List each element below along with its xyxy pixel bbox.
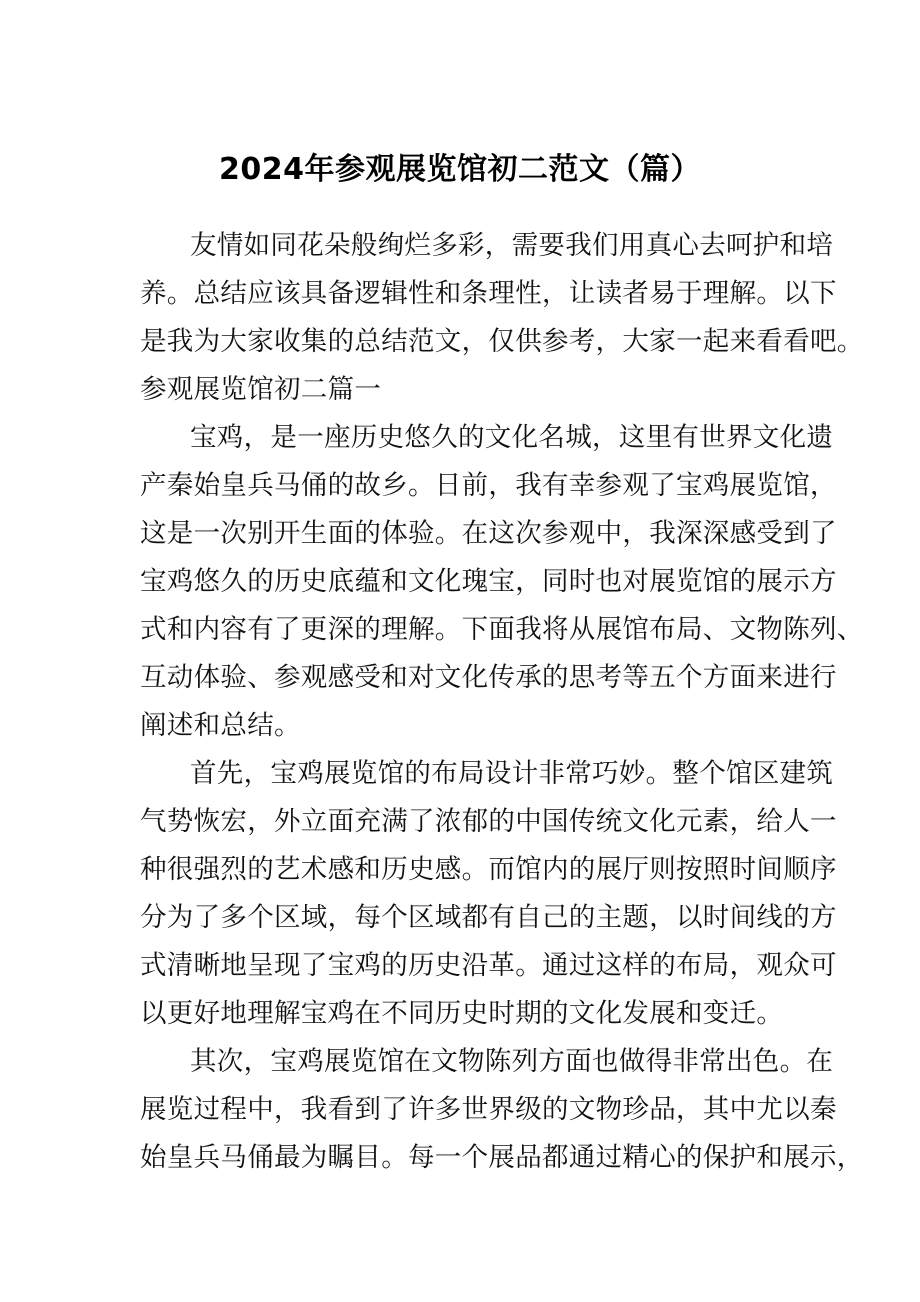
- text-line: 首先，宝鸡展览馆的布局设计非常巧妙。整个馆区建筑: [190, 758, 834, 789]
- text-line: 产秦始皇兵马俑的故乡。日前，我有幸参观了宝鸡展览馆，: [140, 470, 837, 501]
- text-line: 气势恢宏，外立面充满了浓郁的中国传统文化元素，给人一: [140, 806, 837, 837]
- text-line: 展览过程中，我看到了许多世界级的文物珍品，其中尤以秦: [140, 1094, 837, 1125]
- section-heading: 参观展览馆初二篇一: [140, 374, 382, 405]
- text-line: 宝鸡悠久的历史底蕴和文化瑰宝，同时也对展览馆的展示方: [140, 566, 837, 597]
- text-line: 其次，宝鸡展览馆在文物陈列方面也做得非常出色。在: [190, 1046, 834, 1077]
- text-line: 阐述和总结。: [140, 710, 301, 741]
- text-line: 互动体验、参观感受和对文化传承的思考等五个方面来进行: [140, 662, 837, 693]
- text-line: 始皇兵马俑最为瞩目。每一个展品都通过精心的保护和展示，: [140, 1142, 864, 1173]
- text-line: 式和内容有了更深的理解。下面我将从展馆布局、文物陈列、: [140, 614, 864, 645]
- text-line: 分为了多个区域，每个区域都有自己的主题，以时间线的方: [140, 902, 837, 933]
- text-line: 是我为大家收集的总结范文，仅供参考，大家一起来看看吧。: [140, 326, 864, 357]
- text-line: 养。总结应该具备逻辑性和条理性，让读者易于理解。以下: [140, 278, 837, 309]
- text-line: 以更好地理解宝鸡在不同历史时期的文化发展和变迁。: [140, 998, 784, 1029]
- text-line: 种很强烈的艺术感和历史感。而馆内的展厅则按照时间顺序: [140, 854, 837, 885]
- document-title: 2024年参观展览馆初二范文（篇）: [219, 152, 701, 187]
- text-line: 式清晰地呈现了宝鸡的历史沿革。通过这样的布局，观众可: [140, 950, 837, 981]
- text-line: 这是一次别开生面的体验。在这次参观中，我深深感受到了: [140, 518, 837, 549]
- text-line: 友情如同花朵般绚烂多彩，需要我们用真心去呵护和培: [190, 230, 834, 261]
- document-body: [140, 222, 864, 1182]
- text-line: 宝鸡，是一座历史悠久的文化名城，这里有世界文化遗: [190, 422, 834, 453]
